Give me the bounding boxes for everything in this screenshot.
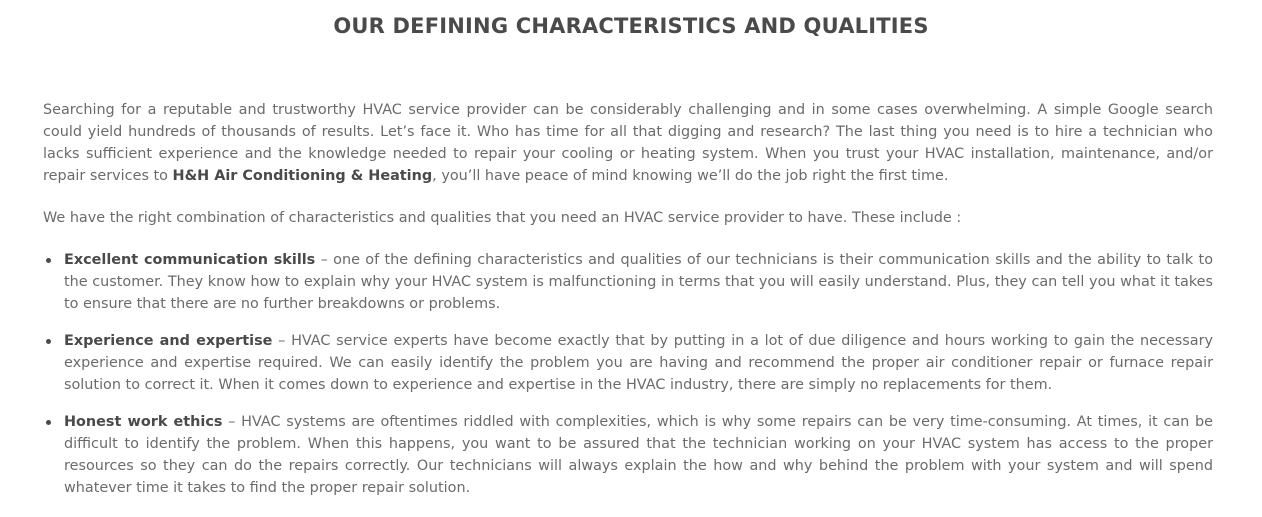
content-body [43,99,1213,514]
qualities-list [43,249,1213,499]
quality-title: Honest work ethics [64,414,223,430]
intro-text-before: Searching for a reputable and trustworthy HVAC service provider can be considerably challenging and in some cases overwhelming. A simple Google search could yield hundreds of thousands of results. Let’s face it. Who has time for all that digging and research? The last thing you need is to hire a technician who lacks sufficient experience and the knowledge needed to repair your cooling or heating system. When you trust your HVAC installation, maintenance, and/or repair services to [43,102,1213,184]
list-item [43,330,1213,396]
bullet-icon [46,258,51,263]
quality-title: Excellent communication skills [64,252,316,268]
bullet-icon [46,420,51,425]
section-heading: OUR DEFINING CHARACTERISTICS AND QUALITIES [333,14,929,38]
quality-description: – HVAC service experts have become exactly that by putting in a lot of due diligence and hours working to gain the necessary experience and expertise required. We can easily identify the problem you are having and recommend the proper air conditioner repair or furnace repair solution to correct it. When it comes down to experience and expertise in the HVAC industry, there are simply no replacements for them. [64,333,1213,393]
intro-text-after: , you’ll have peace of mind knowing we’ll do the job right the first time. [432,168,949,184]
quality-description: – one of the defining characteristics and qualities of our technicians is their communication skills and the ability to talk to the customer. They know how to explain why your HVAC system is malfunctioning in terms that you will easily understand. Plus, they can tell you what it takes to ensure that there are no further breakdowns or problems. [64,252,1213,312]
intro-paragraph [43,99,1213,187]
list-item [43,411,1213,499]
quality-description: – HVAC systems are oftentimes riddled with complexities, which is why some repairs can be very time-consuming. At times, it can be difficult to identify the problem. When this happens, you want to be assured that the technician working on your HVAC system has access to the proper resources so they can do the repairs correctly. Our technicians will always explain the how and why behind the problem with your system and will spend whatever time it takes to find the proper repair solution. [64,414,1213,496]
list-item [43,249,1213,315]
quality-title: Experience and expertise [64,333,273,349]
company-name: H&H Air Conditioning & Heating [172,168,433,184]
lead-in-paragraph: We have the right combination of characteristics and qualities that you need an HVAC service provider to have. These include : [43,210,962,226]
bullet-icon [46,339,51,344]
